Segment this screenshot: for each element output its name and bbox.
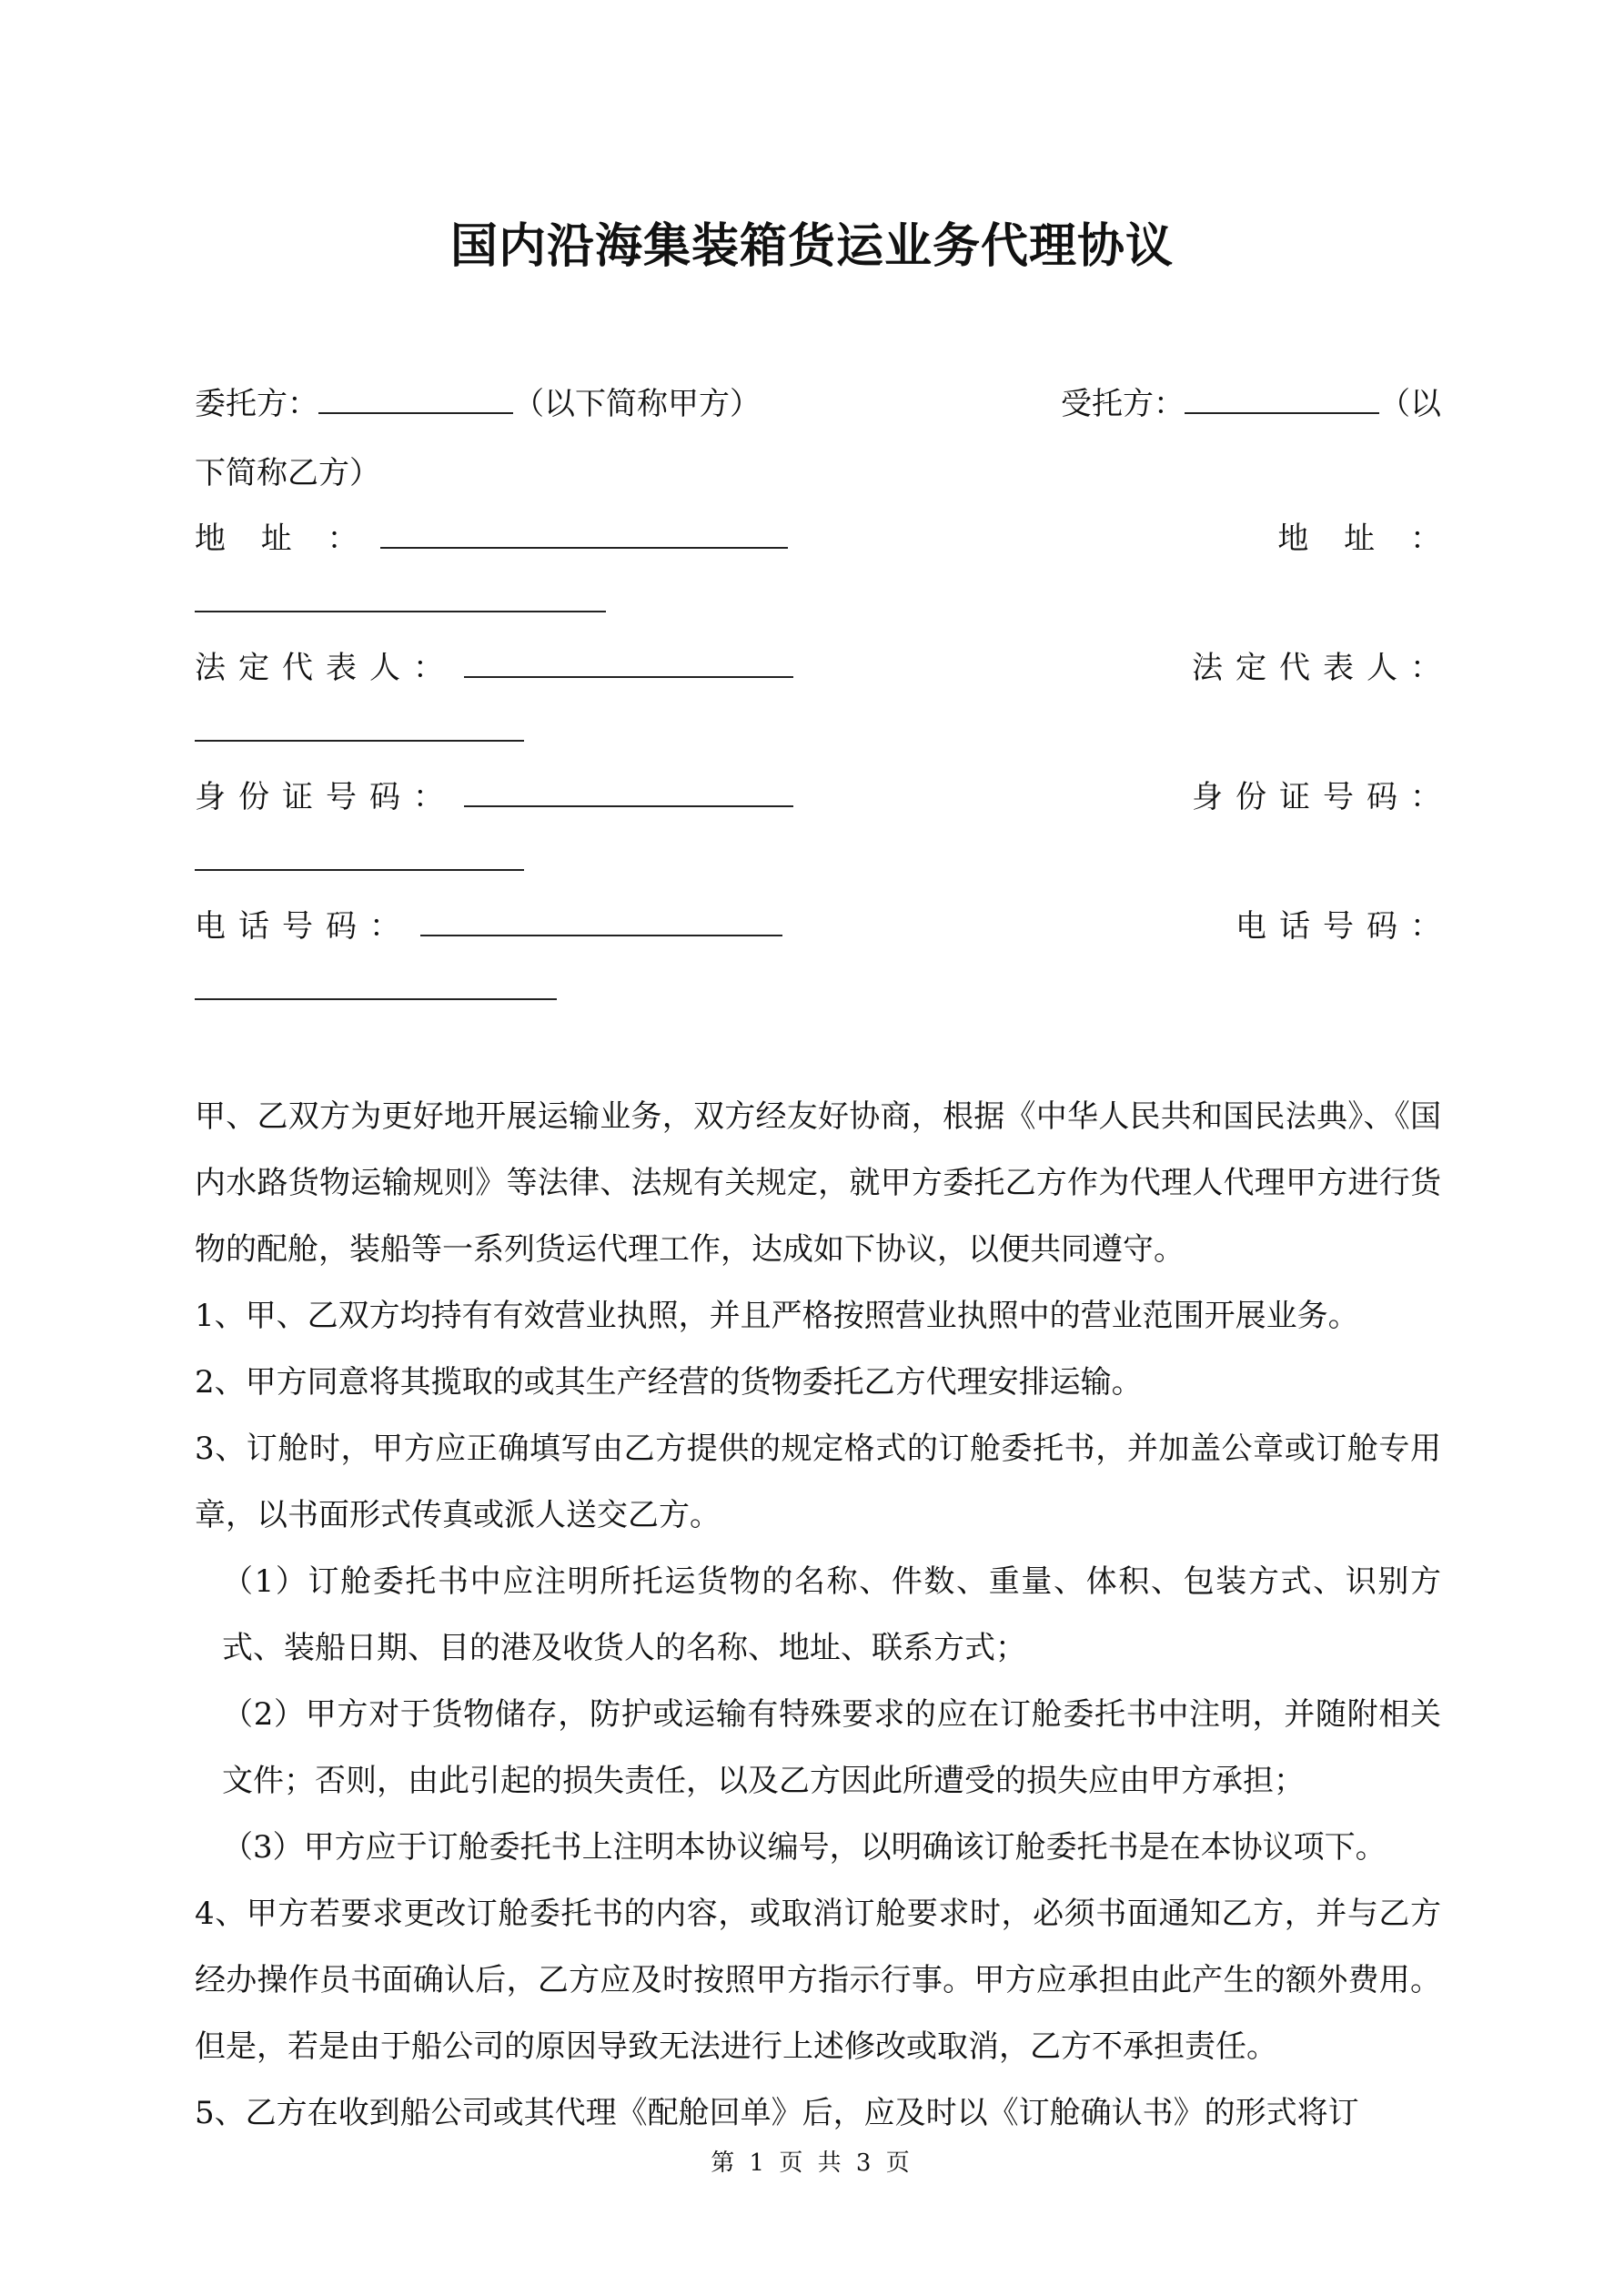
client-label: 委托方： [195, 386, 318, 422]
agent-label: 受托方： [1061, 386, 1185, 422]
agent-note-line [195, 453, 1441, 493]
agent-note-end: 下简称乙方） [195, 455, 380, 491]
page-footer: 第 1 页 共 3 页 [711, 2149, 913, 2177]
phone-label-right: 电话号码： [1236, 908, 1454, 945]
agent-note-start: （以 [1379, 386, 1441, 422]
agent-phone-field[interactable] [195, 971, 557, 1000]
client-name-field[interactable] [318, 385, 513, 414]
clause-3-item-2: （2）甲方对于货物储存，防护或运输有特殊要求的应在订舱委托书中注明，并随附相关文件；否则，由此引起的损失责任，以及乙方因此所遭受的损失应由甲方承担； [222, 1696, 1441, 1799]
client-note: （以下简称甲方） [513, 386, 761, 422]
legal-rep-label-right: 法定代表人： [1192, 650, 1454, 686]
id-label-right: 身份证号码： [1192, 779, 1454, 815]
agreement-body [195, 1084, 1441, 2147]
legal-rep-line [195, 648, 1454, 688]
client-address-field[interactable] [380, 520, 788, 549]
address-line [195, 519, 1454, 559]
agent-id-field[interactable] [195, 842, 524, 871]
id-line [195, 777, 1454, 817]
id-continuation [195, 841, 1441, 881]
agent-name-field[interactable] [1185, 385, 1379, 414]
agent-legal-rep-field[interactable] [195, 713, 524, 742]
address-label-right: 地 址 ： [1277, 521, 1454, 557]
phone-continuation [195, 970, 1441, 1010]
address-continuation [195, 582, 1441, 622]
phone-line [195, 906, 1454, 946]
client-legal-rep-field[interactable] [464, 649, 793, 678]
legal-rep-continuation [195, 712, 1441, 752]
document-title: 国内沿海集装箱货运业务代理协议 [449, 218, 1174, 274]
clause-1: 1、甲、乙双方均持有有效营业执照，并且严格按照营业执照中的营业范围开展业务。 [195, 1298, 1359, 1334]
clause-2: 2、甲方同意将其揽取的或其生产经营的货物委托乙方代理安排运输。 [195, 1364, 1143, 1401]
address-label-left: 地 址 ： [195, 521, 371, 557]
agent-group [1061, 384, 1441, 424]
legal-rep-label-left: 法定代表人： [195, 650, 457, 686]
clause-3: 3、订舱时，甲方应正确填写由乙方提供的规定格式的订舱委托书，并加盖公章或订舱专用章，以书面形式传真或派人送交乙方。 [195, 1431, 1441, 1533]
client-phone-field[interactable] [420, 907, 782, 936]
phone-label-left: 电话号码： [195, 908, 413, 945]
clause-5: 5、乙方在收到船公司或其代理《配舱回单》后，应及时以《订舱确认书》的形式将订 [195, 2095, 1359, 2131]
client-line [195, 384, 1441, 424]
clause-3-item-3: （3）甲方应于订舱委托书上注明本协议编号，以明确该订舱委托书是在本协议项下。 [222, 1829, 1387, 1866]
clause-4: 4、甲方若要求更改订舱委托书的内容，或取消订舱要求时，必须书面通知乙方，并与乙方经办操作员书面确认后，乙方应及时按照甲方指示行事。甲方应承担由此产生的额外费用。但是，若是由于船公司的原因导致无法进行上述修改或取消，乙方不承担责任。 [195, 1896, 1441, 2065]
preamble: 甲、乙双方为更好地开展运输业务，双方经友好协商，根据《中华人民共和国民法典》、《国内水路货物运输规则》等法律、法规有关规定，就甲方委托乙方作为代理人代理甲方进行货物的配舱，装船等一系列货运代理工作，达成如下协议，以便共同遵守。 [195, 1098, 1441, 1268]
clause-3-item-1: （1）订舱委托书中应注明所托运货物的名称、件数、重量、体积、包装方式、识别方式、装船日期、目的港及收货人的名称、地址、联系方式； [222, 1563, 1441, 1666]
client-id-field[interactable] [464, 778, 793, 807]
agent-address-field[interactable] [195, 583, 606, 612]
id-label-left: 身份证号码： [195, 779, 457, 815]
